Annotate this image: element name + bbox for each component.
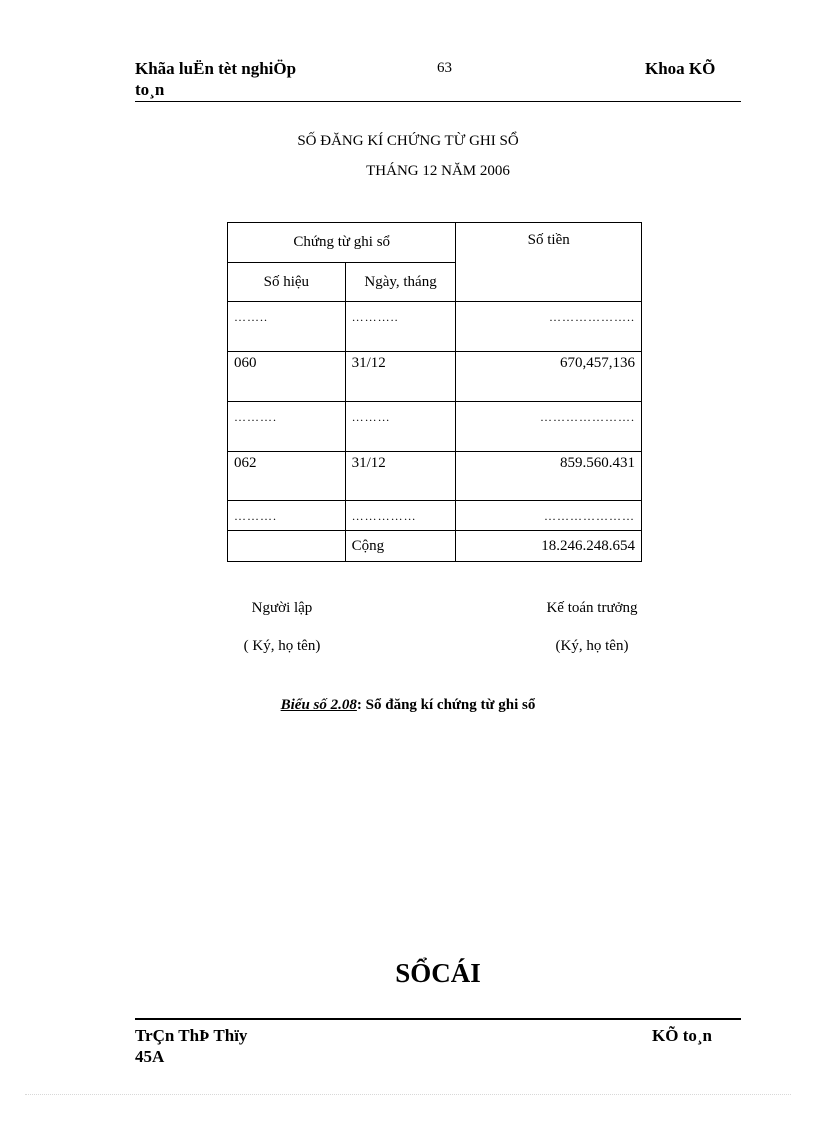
ledger-heading: SỔCÁI (395, 958, 481, 988)
cell-amount: 670,457,136 (456, 352, 642, 402)
col-date-header: Ngày, tháng (345, 263, 456, 302)
caption-text: : Sổ đăng kí chứng từ ghi sổ (356, 697, 536, 713)
preparer-title: Người lập (251, 600, 313, 616)
preparer-note: ( Ký, họ tên) (243, 638, 321, 654)
cell-number: ………. (228, 402, 346, 452)
cell-date: 31/12 (345, 352, 456, 402)
cell-number: 062 (228, 452, 346, 501)
page-edge-divider (25, 1094, 791, 1095)
header-right: Khoa KÕ (645, 59, 716, 78)
cell-date: ……….. (345, 302, 456, 352)
cell-amount: …………………. (456, 402, 642, 452)
footer-right: KÕ to¸n (652, 1026, 712, 1045)
document-title: SỐ ĐĂNG KÍ CHỨNG TỪ GHI SỔ (297, 133, 519, 149)
header-left (135, 58, 296, 100)
register-table (227, 222, 642, 562)
cell-empty (228, 531, 346, 562)
cell-date: ……… (345, 402, 456, 452)
figure-caption (0, 697, 816, 714)
total-amount: 18.246.248.654 (456, 531, 642, 562)
cell-date: 31/12 (345, 452, 456, 501)
header-rule (135, 101, 741, 102)
col-number-header: Số hiệu (228, 263, 346, 302)
footer-left-line2: 45A (135, 1047, 165, 1066)
table-row (228, 501, 642, 531)
header-left-line2: to¸n (135, 80, 165, 99)
total-label: Cộng (345, 531, 456, 562)
cell-amount: ……………….. (456, 302, 642, 352)
cell-number: ………. (228, 501, 346, 531)
footer-rule (135, 1018, 741, 1020)
cell-number: 060 (228, 352, 346, 402)
page-number: 63 (437, 60, 452, 76)
document-subtitle: THÁNG 12 NĂM 2006 (366, 163, 510, 179)
cell-number: …….. (228, 302, 346, 352)
footer-left (135, 1025, 247, 1067)
caption-label: Biểu số 2.08 (280, 697, 357, 713)
cell-amount: ………………… (456, 501, 642, 531)
header-left-line1: Khãa luËn tèt nghiÖp (135, 59, 297, 78)
table-row (228, 352, 642, 402)
group-header: Chứng từ ghi sổ (228, 223, 456, 263)
cell-amount: 859.560.431 (456, 452, 642, 501)
table-row (228, 402, 642, 452)
table-row (228, 452, 642, 501)
cell-date: …………… (345, 501, 456, 531)
chief-accountant-title: Kế toán trưởng (546, 600, 638, 616)
chief-accountant-note: (Ký, họ tên) (555, 638, 629, 654)
amount-header: Số tiền (456, 223, 642, 302)
table-total-row (228, 531, 642, 562)
table-row (228, 302, 642, 352)
table-header-row (228, 223, 642, 263)
footer-left-line1: TrÇn ThÞ Thïy (135, 1026, 248, 1045)
